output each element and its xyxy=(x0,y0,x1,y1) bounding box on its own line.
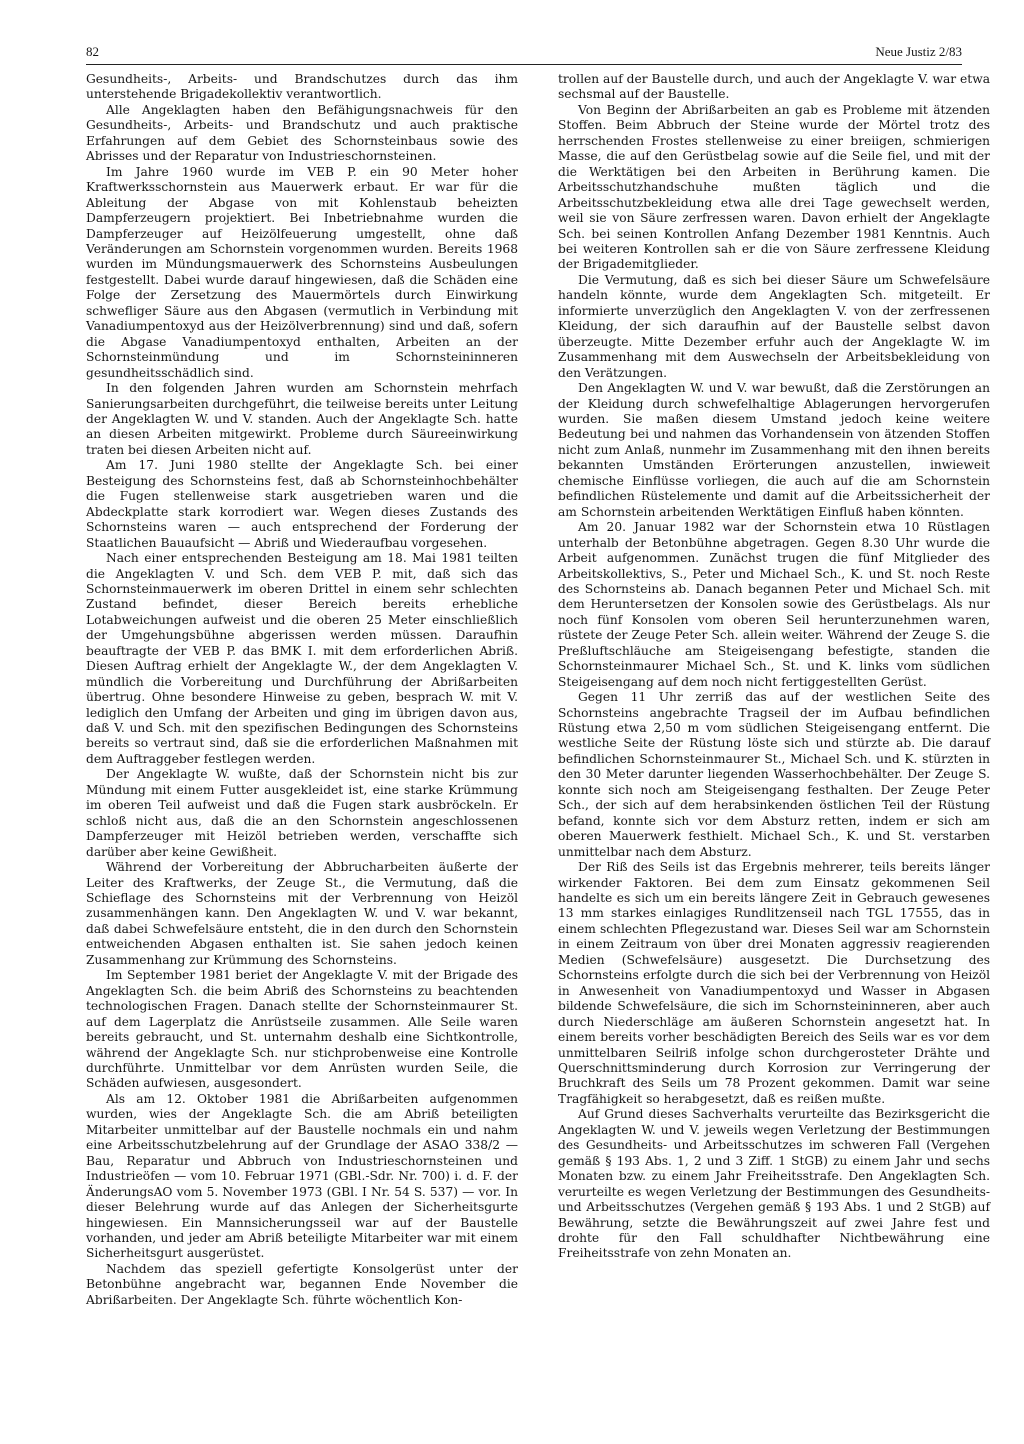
paragraph: Den Angeklagten W. und V. war bewußt, daß die Zerstörungen an der Kleidung durch schwefelhaltige Ablagerungen hervorgerufen wurden. Sie maßen diesem Umstand jedoch keine weitere Bedeutung bei und nahmen das Vorhandensein von ätzenden Stoffen nicht zum Anlaß, nunmehr im Zusammenhang mit den ihnen bereits bekannten Umständen Erörterungen anzustellen, inwieweit chemische Einflüsse vorliegen, die auch auf die am Schornstein befindlichen Rüstelemente und damit auf die Arbeitssicherheit der am Schornstein arbeitenden Werktätigen Einfluß haben könnten. xyxy=(558,381,990,519)
right-column xyxy=(558,72,990,1262)
paragraph: Von Beginn der Abrißarbeiten an gab es Probleme mit ätzenden Stoffen. Beim Abbruch der Steine wurde der Mörtel trotz des herrschenden Frostes stellenweise zu einer breiigen, schmierigen Masse, die auf den Gerüstbelag sowie auf die Seile fiel, und mit der die Werktätigen bei den Arbeiten in Berührung kamen. Die Arbeitsschutzhandschuhe mußten täglich und die Arbeitsschutzbekleidung etwa alle drei Tage gewechselt werden, weil sie von Säure zerfressen waren. Davon erhielt der Angeklagte Sch. bei seinen Kontrollen Anfang Dezember 1981 Kenntnis. Auch bei weiteren Kontrollen sah er die von Säure zerfressene Kleidung der Brigademitglieder. xyxy=(558,102,990,272)
paragraph: Am 20. Januar 1982 war der Schornstein etwa 10 Rüstlagen unterhalb der Betonbühne abgetragen. Gegen 8.30 Uhr wurde die Arbeit aufgenommen. Zunächst trugen die fünf Mitglieder des Arbeitskollektivs, S., Peter und Michael Sch., K. und St. noch Reste des Schornsteins ab. Danach begannen Peter und Michael Sch. mit dem Heruntersetzen der Konsolen sowie des Gerüstbelags. Als nur noch fünf Konsolen vom oberen Seil herunterzunehmen waren, rüstete der Zeuge Peter Sch. allein weiter. Während der Zeuge S. die Preßluftschläuche am Steigeisengang befestigte, standen die Schornsteinmaurer Michael Sch., St. und K. links vom südlichen Steigeisengang auf dem noch nicht fertiggestellten Gerüst. xyxy=(558,520,990,689)
paragraph: Der Riß des Seils ist das Ergebnis mehrerer, teils bereits länger wirkender Faktoren. Bei dem zum Einsatz gekommenen Seil handelte es sich um ein bereits längere Zeit in Gebrauch gewesenes 13 mm starkes einlagiges Rundlitzenseil nach TGL 17555, das in einem schlechten Pflegezustand war. Dieses Seil war am Schornstein in einem Zeitraum von über drei Monaten aggressiv reagierenden Medien (Schwefelsäure) ausgesetzt. Die Durchsetzung des Schornsteins erfolgte durch die sich bei der Verbrennung von Heizöl in Anwesenheit von Vanadiumpentoxyd und Wasser in Abgasen bildende Schwefelsäure, die sich im Schornsteininneren, aber auch durch Niederschläge am äußeren Schornstein angesetzt hat. In einem bereits vorher beschädigten Bereich des Seils war es vor dem unmittelbaren Seilriß infolge schon durchgerosteter Drähte und Querschnittsminderung durch Korrosion zur Verringerung der Bruchkraft des Seils um 78 Prozent gekommen. Damit war seine Tragfähigkeit so herabgesetzt, daß es reißen mußte. xyxy=(558,860,990,1106)
paragraph: Nach einer entsprechenden Besteigung am 18. Mai 1981 teilten die Angeklagten V. und Sch. dem VEB P. mit, daß sich das Schornsteinmauerwerk im oberen Drittel in einem sehr schlechten Zustand befindet, dieser Bereich bereits erhebliche Lotabweichungen aufweist und die oberen 25 Meter einschließlich der Umgehungsbühne abgerissen werden müssen. Daraufhin beauftragte der VEB P. das BMK I. mit dem erforderlichen Abriß. Diesen Auftrag erhielt der Angeklagte W., der dem Angeklagten V. mündlich die Vorbereitung und Durchführung der Abrißarbeiten übertrug. Ohne besondere Hinweise zu geben, besprach W. mit V. lediglich den Umfang der Arbeiten und ging im übrigen davon aus, daß V. und Sch. mit den spezifischen Bedingungen des Schornsteins bereits so vertraut sind, daß sie die erforderlichen Maßnahmen mit dem Auftraggeber festlegen werden. xyxy=(86,551,518,766)
paragraph: Gesundheits-, Arbeits- und Brandschutzes durch das ihm unterstehende Brigadekollektiv verantwortlich. xyxy=(86,72,518,102)
journal-issue: Neue Justiz 2/83 xyxy=(875,44,962,59)
paragraph: In den folgenden Jahren wurden am Schornstein mehrfach Sanierungsarbeiten durchgeführt, die teilweise bereits unter Leitung der Angeklagten W. und V. standen. Auch der Angeklagte Sch. hatte an diesen Arbeiten mitgewirkt. Probleme durch Säureeinwirkung traten bei diesen Arbeiten nicht auf. xyxy=(86,381,518,457)
paragraph: Als am 12. Oktober 1981 die Abrißarbeiten aufgenommen wurden, wies der Angeklagte Sch. die am Abriß beteiligten Mitarbeiter unmittelbar auf der Baustelle nochmals ein und nahm eine Arbeitsschutzbelehrung auf der Grundlage der ASAO 338/2 — Bau, Reparatur und Abbruch von Industrieschornsteinen und Industrieöfen — vom 10. Februar 1971 (GBl.-Sdr. Nr. 700) i. d. F. der ÄnderungsAO vom 5. November 1973 (GBl. I Nr. 54 S. 537) — vor. In dieser Belehrung wurde auf das Anlegen der Sicherheitsgurte hingewiesen. Ein Mannsicherungsseil war auf der Baustelle vorhanden, und jeder am Abriß beteiligte Mitarbeiter war mit einem Sicherheitsgurt ausgerüstet. xyxy=(86,1091,518,1261)
paragraph: trollen auf der Baustelle durch, und auch der Angeklagte V. war etwa sechsmal auf der Baustelle. xyxy=(558,72,990,102)
paragraph: Der Angeklagte W. wußte, daß der Schornstein nicht bis zur Mündung mit einem Futter ausgekleidet ist, eine starke Krümmung im oberen Teil aufweist und daß die Fugen stark ausbröckeln. Er schloß nicht aus, daß die an den Schornstein angeschlossenen Dampferzeuger mit Heizöl betrieben werden, verschaffte sich darüber aber keine Gewißheit. xyxy=(86,767,518,859)
paragraph: Alle Angeklagten haben den Befähigungsnachweis für den Gesundheits-, Arbeits- und Brandschutz und auch praktische Erfahrungen auf dem Gebiet des Schornsteinbaus sowie des Abrisses und der Reparatur von Industrieschornsteinen. xyxy=(86,102,518,164)
paragraph: Am 17. Juni 1980 stellte der Angeklagte Sch. bei einer Besteigung des Schornsteins fest, daß ab Schornsteinhochbehälter die Fugen stellenweise stark ausgetrieben waren und die Abdeckplatte stark korrodiert war. Wegen dieses Zustands des Schornsteins waren — auch entsprechend der Forderung der Staatlichen Bauaufsicht — Abriß und Wiederaufbau vorgesehen. xyxy=(86,458,518,550)
paragraph: Im Jahre 1960 wurde im VEB P. ein 90 Meter hoher Kraftwerksschornstein aus Mauerwerk erbaut. Er war für die Ableitung der Abgase von mit Kohlenstaub beheizten Dampferzeugern projektiert. Bei Inbetriebnahme wurden die Dampferzeuger auf Heizölfeuerung umgestellt, ohne daß Veränderungen am Schornstein vorgenommen wurden. Bereits 1968 wurden im Mündungsmauerwerk des Schornsteins Ausbeulungen festgestellt. Dabei wurde darauf hingewiesen, daß die Schäden eine Folge der Zersetzung des Mauermörtels durch Einwirkung schwefliger Säure aus den Abgasen (vermutlich in Verbindung mit Vanadiumpentoxyd aus der Heizölverbrennung) sind und daß, sofern die Abgase Vanadiumpentoxyd enthalten, Arbeiten an der Schornsteinmündung und im Schornsteininneren gesundheitsschädlich sind. xyxy=(86,164,518,380)
paragraph: Während der Vorbereitung der Abbrucharbeiten äußerte der Leiter des Kraftwerks, der Zeuge St., die Vermutung, daß die Schieflage des Schornsteins mit der Verbrennung von Heizöl zusammenhängen kann. Den Angeklagten W. und V. war bekannt, daß dabei Schwefelsäure entsteht, die in den durch den Schornstein entweichenden Abgasen enthalten ist. Sie sahen jedoch keinen Zusammenhang zur Krümmung des Schornsteins. xyxy=(86,860,518,967)
left-column xyxy=(86,72,518,1308)
paragraph: Im September 1981 beriet der Angeklagte V. mit der Brigade des Angeklagten Sch. die beim Abriß des Schornsteins zu beachtenden technologischen Fragen. Danach stellte der Schornsteinmaurer St. auf dem Lagerplatz die Anrüstseile zusammen. Alle Seile waren bereits gebraucht, und St. unternahm deshalb eine Sichtkontrolle, während der Angeklagte Sch. nur stichprobenweise eine Kontrolle durchführte. Unmittelbar vor dem Anrüsten wurden Seile, die Schäden aufwiesen, ausgesondert. xyxy=(86,968,518,1091)
paragraph: Auf Grund dieses Sachverhalts verurteilte das Bezirksgericht die Angeklagten W. und V. jeweils wegen Verletzung der Bestimmungen des Gesundheits- und Arbeitsschutzes im schweren Fall (Vergehen gemäß § 193 Abs. 1, 2 und 3 Ziff. 1 StGB) zu einem Jahr und sechs Monaten bzw. zu einem Jahr Freiheitsstrafe. Den Angeklagten Sch. verurteilte es wegen Verletzung der Bestimmungen des Gesundheits- und Arbeitsschutzes (Vergehen gemäß § 193 Abs. 1 und 2 StGB) auf Bewährung, setzte die Bewährungszeit auf zwei Jahre fest und drohte für den Fall schuldhafter Nichtbewährung eine Freiheitsstrafe von zehn Monaten an. xyxy=(558,1107,990,1261)
page-number: 82 xyxy=(86,44,99,59)
paragraph: Nachdem das speziell gefertigte Konsolgerüst unter der Betonbühne angebracht war, begannen Ende November die Abrißarbeiten. Der Angeklagte Sch. führte wöchentlich Kon- xyxy=(86,1261,518,1307)
paragraph: Gegen 11 Uhr zerriß das auf der westlichen Seite des Schornsteins angebrachte Tragseil der im Aufbau befindlichen Rüstung etwa 2,50 m vom südlichen Steigeisengang entfernt. Die westliche Seite der Rüstung löste sich und stürzte ab. Die darauf befindlichen Schornsteinmaurer St., Michael Sch. und K. stürzten in den 30 Meter darunter liegenden Wasserhochbehälter. Der Zeuge S. konnte sich noch am Steigeisengang festhalten. Der Zeuge Peter Sch., der sich auf dem herabsinkenden östlichen Teil der Rüstung befand, konnte sich vor dem Absturz retten, indem er sich am oberen Mauerwerk festhielt. Michael Sch., K. und St. verstarben unmittelbar nach dem Absturz. xyxy=(558,690,990,859)
header-rule xyxy=(86,64,962,65)
paragraph: Die Vermutung, daß es sich bei dieser Säure um Schwefelsäure handeln könnte, wurde dem Angeklagten Sch. mitgeteilt. Er informierte unverzüglich den Angeklagten V. von der zerfressenen Kleidung, der sich daraufhin auf der Baustelle selbst davon überzeugte. Mitte Dezember erfuhr auch der Angeklagte W. im Zusammenhang mit dem Auswechseln der Arbeitsbekleidung von den Verätzungen. xyxy=(558,272,990,380)
